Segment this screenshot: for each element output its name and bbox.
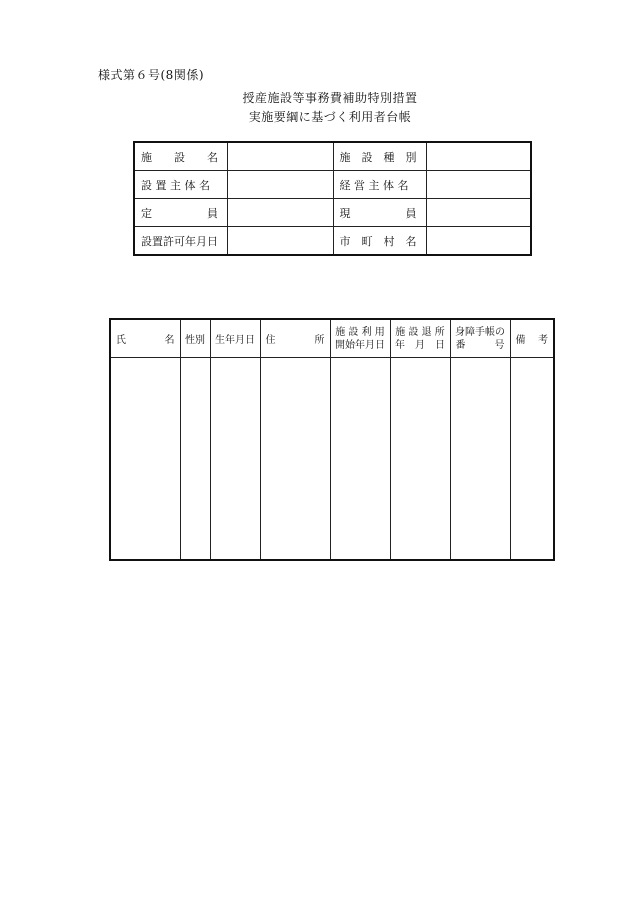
municipality-field[interactable] (426, 227, 531, 256)
col-start-date: 施 設 利 用 開始年月日 (330, 319, 390, 358)
cell-sex[interactable] (180, 358, 210, 561)
current-count-label: 現 員 (333, 199, 426, 227)
facility-name-label: 施 設 名 (134, 142, 227, 171)
col-sex: 性別 (180, 319, 210, 358)
cell-address[interactable] (260, 358, 330, 561)
users-table-body (110, 358, 554, 561)
founder-name-field[interactable] (227, 171, 333, 199)
cell-birthdate[interactable] (210, 358, 260, 561)
facility-name-field[interactable] (227, 142, 333, 171)
cell-name[interactable] (110, 358, 180, 561)
facility-type-field[interactable] (426, 142, 531, 171)
capacity-label: 定 員 (134, 199, 227, 227)
users-table-header (110, 319, 554, 358)
document-title-line1: 授産施設等事務費補助特別措置 (242, 91, 418, 105)
col-address: 住 所 (260, 319, 330, 358)
founder-name-label: 設 置 主 体 名 (134, 171, 227, 199)
col-name: 氏 名 (110, 319, 180, 358)
col-handbook-number: 身障手帳の 番 号 (450, 319, 510, 358)
facility-info-table (133, 141, 532, 256)
cell-start-date[interactable] (330, 358, 390, 561)
cell-remarks[interactable] (510, 358, 554, 561)
current-count-field[interactable] (426, 199, 531, 227)
operator-name-label: 経 営 主 体 名 (333, 171, 426, 199)
users-table (109, 318, 555, 561)
facility-type-label: 施 設 種 別 (333, 142, 426, 171)
col-remarks: 備 考 (510, 319, 554, 358)
document-title-line2: 実施要綱に基づく利用者台帳 (248, 110, 412, 124)
permit-date-field[interactable] (227, 227, 333, 256)
operator-name-field[interactable] (426, 171, 531, 199)
col-leave-date: 施 設 退 所 年 月 日 (390, 319, 450, 358)
col-birthdate: 生年月日 (210, 319, 260, 358)
cell-leave-date[interactable] (390, 358, 450, 561)
municipality-label: 市 町 村 名 (333, 227, 426, 256)
form-number: 様式第６号(8関係) (98, 68, 204, 82)
capacity-field[interactable] (227, 199, 333, 227)
cell-handbook-number[interactable] (450, 358, 510, 561)
permit-date-label: 設置許可年月日 (134, 227, 227, 256)
